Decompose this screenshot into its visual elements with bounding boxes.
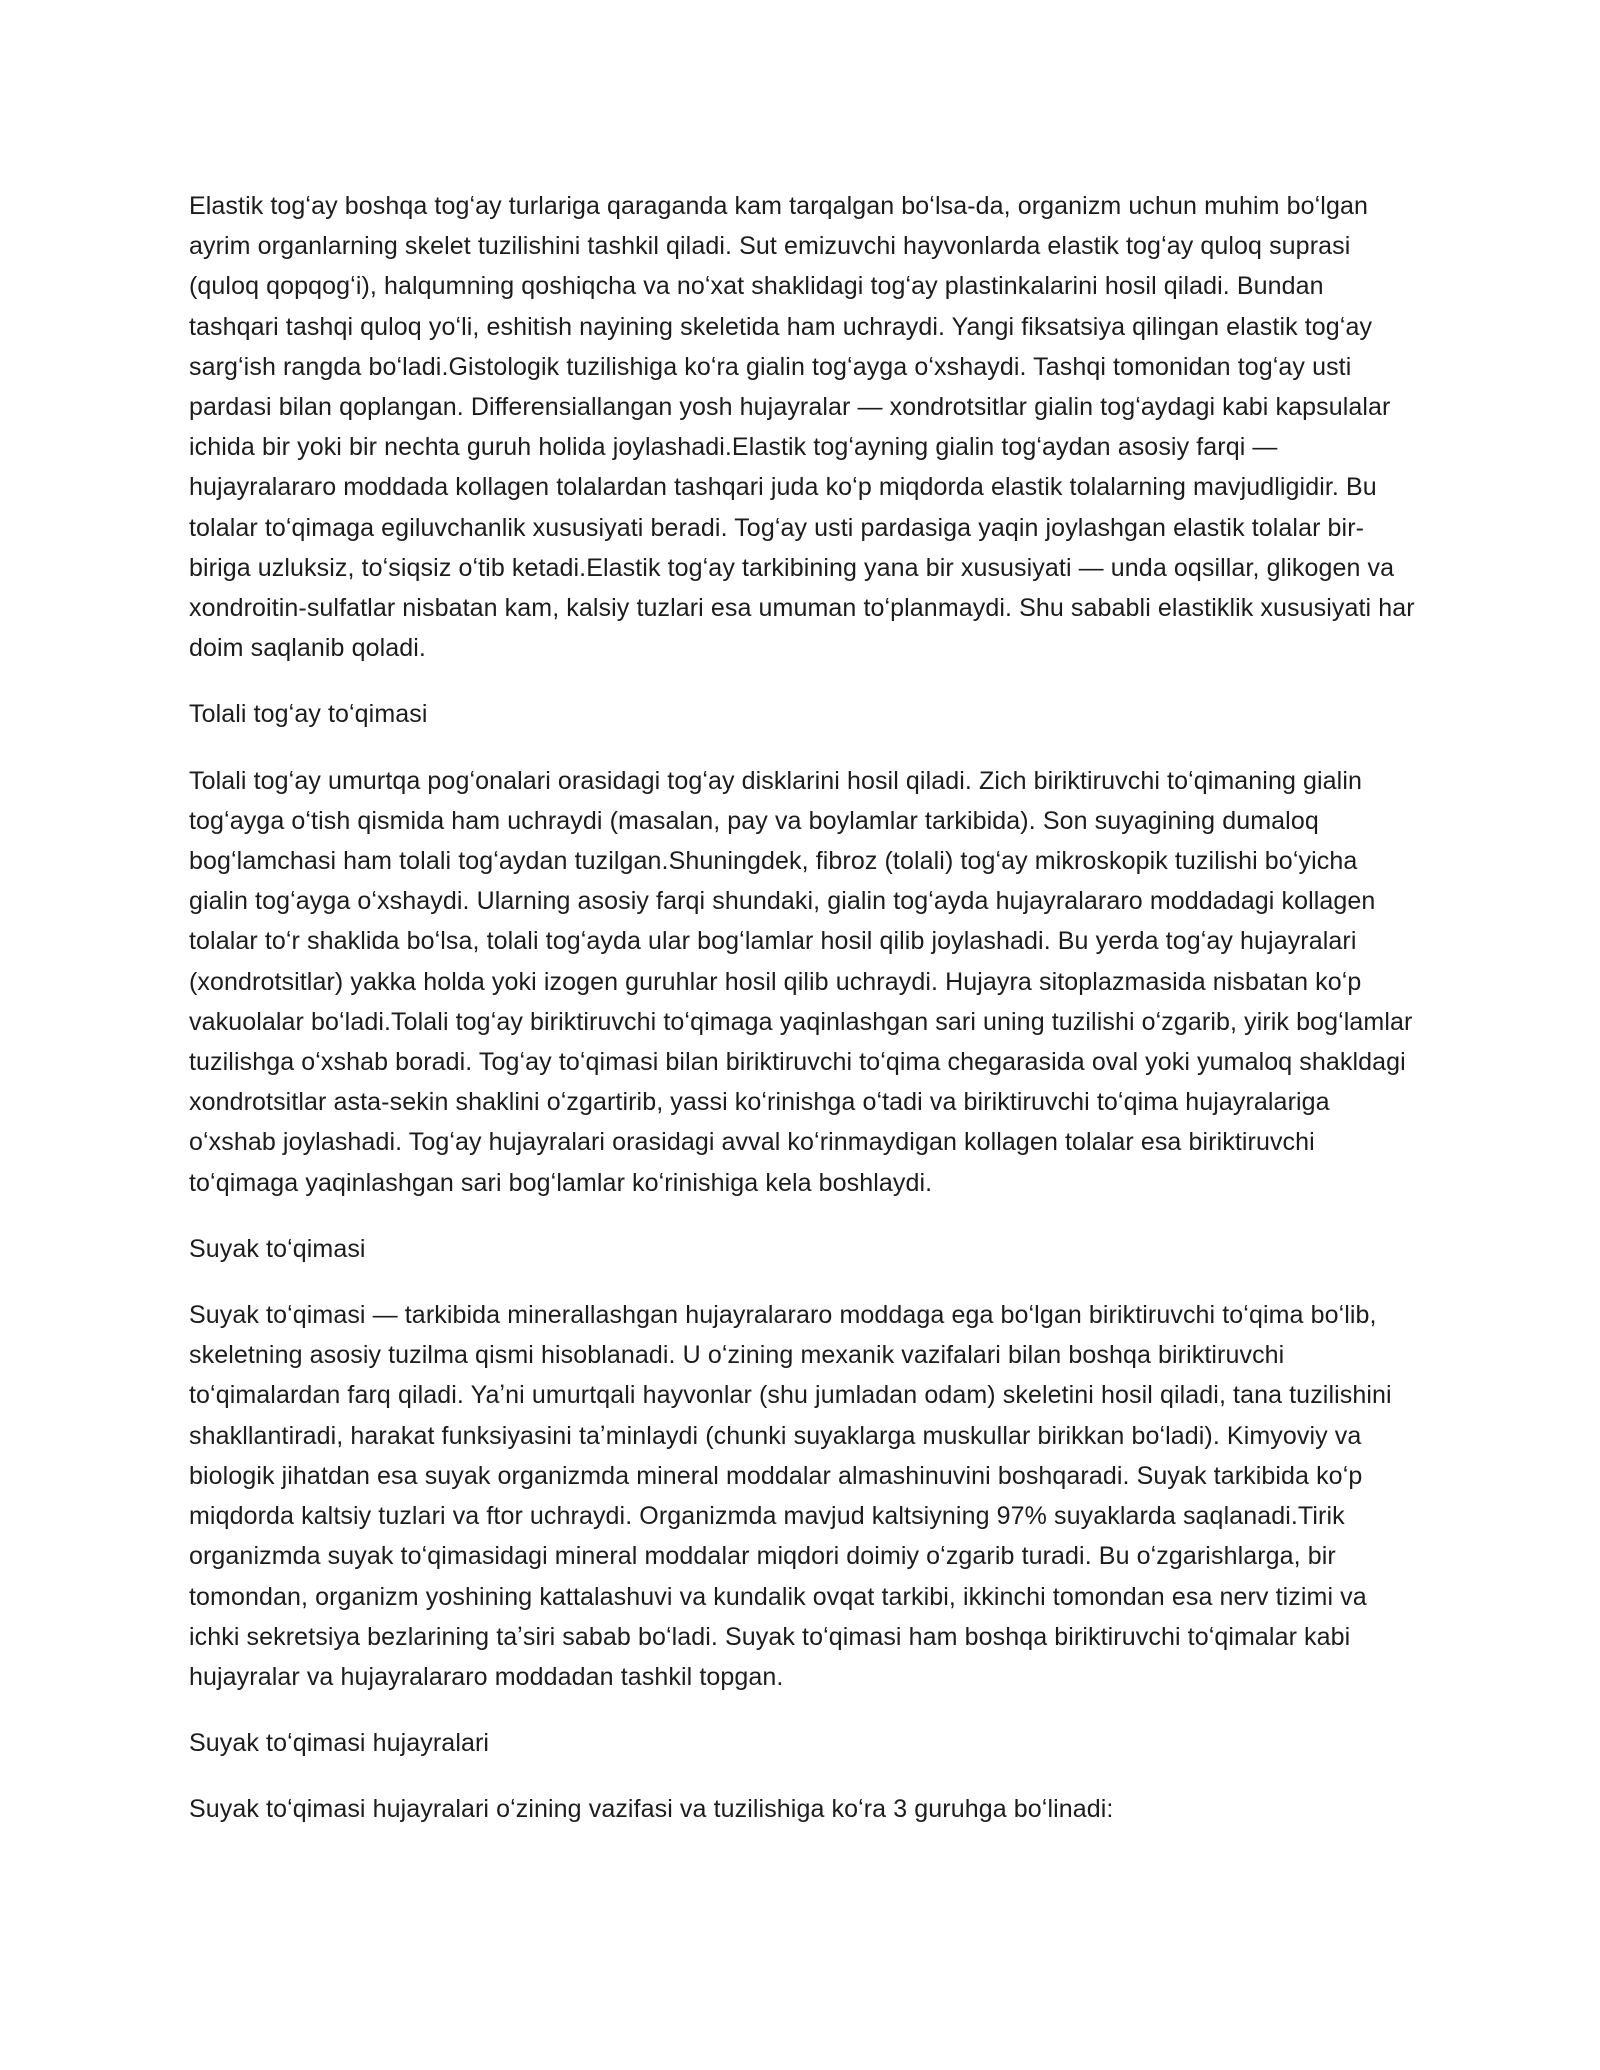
heading-bone-tissue: Suyak toʻqimasi <box>189 1234 366 1263</box>
paragraph-bone-tissue: Suyak toʻqimasi — tarkibida minerallashgan hujayralararo moddaga ega boʻlgan biriktiruvchi toʻqima boʻlib, skeletning asosiy tuzilma qismi hisoblanadi. U oʻzining mexanik vazifalari bilan boshqa biriktiruvchi toʻqimalardan farq qiladi. Yaʼni umurtqali hayvonlar (shu jumladan odam) skeletini hosil qiladi, tana tuzilishini shakllantiradi, harakat funksiyasini taʼminlaydi (chunki suyaklarga muskullar birikkan boʻladi). Kimyoviy va biologik jihatdan esa suyak organizmda mineral moddalar almashinuvini boshqaradi. Suyak tarkibida koʻp miqdorda kaltsiy tuzlari va ftor uchraydi. Organizmda mavjud kaltsiyning 97% suyaklarda saqlanadi.Tirik organizmda suyak toʻqimasidagi mineral moddalar miqdori doimiy oʻzgarib turadi. Bu oʻzgarishlarga, bir tomondan, organizm yoshining kattalashuvi va kundalik ovqat tarkibi, ikkinchi tomondan esa nerv tizimi va ichki sekretsiya bezlarining taʼsiri sabab boʻladi. Suyak toʻqimasi ham boshqa biriktiruvchi toʻqimalar kabi hujayralar va hujayralararo moddadan tashkil topgan. <box>189 1301 1392 1691</box>
paragraph-fibrous-cartilage: Tolali togʻay umurtqa pogʻonalari orasidagi togʻay disklarini hosil qiladi. Zich biriktiruvchi toʻqimaning gialin togʻayga oʻtish qismida ham uchraydi (masalan, pay va boylamlar tarkibida). Son suyagining dumaloq bogʻlamchasi ham tolali togʻaydan tuzilgan.Shuningdek, fibroz (tolali) togʻay mikroskopik tuzilishi boʻyicha gialin togʻayga oʻxshaydi. Ularning asosiy farqi shundaki, gialin togʻayda hujayralararo moddadagi kollagen tolalar toʻr shaklida boʻlsa, tolali togʻayda ular bogʻlamlar hosil qilib joylashadi. Bu yerda togʻay hujayralari (xondrotsitlar) yakka holda yoki izogen guruhlar hosil qilib uchraydi. Hujayra sitoplazmasida nisbatan koʻp vakuolalar boʻladi.Tolali togʻay biriktiruvchi toʻqimaga yaqinlashgan sari uning tuzilishi oʻzgarib, yirik bogʻlamlar tuzilishga oʻxshab boradi. Togʻay toʻqimasi bilan biriktiruvchi toʻqima chegarasida oval yoki yumaloq shakldagi xondrotsitlar asta-sekin shaklini oʻzgartirib, yassi koʻrinishga oʻtadi va biriktiruvchi toʻqima hujayralariga oʻxshab joylashadi. Togʻay hujayralari orasidagi avval koʻrinmaydigan kollagen tolalar esa biriktiruvchi toʻqimaga yaqinlashgan sari bogʻlamlar koʻrinishiga kela boshlaydi. <box>189 766 1413 1197</box>
document-body <box>189 186 1419 1856</box>
heading-fibrous-cartilage: Tolali togʻay toʻqimasi <box>189 700 428 729</box>
heading-bone-cells: Suyak toʻqimasi hujayralari <box>189 1729 490 1758</box>
paragraph-elastic-cartilage: Elastik togʻay boshqa togʻay turlariga qaraganda kam tarqalgan boʻlsa-da, organizm uchun muhim boʻlgan ayrim organlarning skelet tuzilishini tashkil qiladi. Sut emizuvchi hayvonlarda elastik togʻay quloq suprasi (quloq qopqogʻi), halqumning qoshiqcha va noʻxat shaklidagi togʻay plastinkalarini hosil qiladi. Bundan tashqari tashqi quloq yoʻli, eshitish nayining skeletida ham uchraydi. Yangi fiksatsiya qilingan elastik togʻay sargʻish rangda boʻladi.Gistologik tuzilishiga koʻra gialin togʻayga oʻxshaydi. Tashqi tomonidan togʻay usti pardasi bilan qoplangan. Differensiallangan yosh hujayralar — xondrotsitlar gialin togʻaydagi kabi kapsulalar ichida bir yoki bir nechta guruh holida joylashadi.Elastik togʻayning gialin togʻaydan asosiy farqi — hujayralararo moddada kollagen tolalardan tashqari juda koʻp miqdorda elastik tolalarning mavjudligidir. Bu tolalar toʻqimaga egiluvchanlik xususiyati beradi. Togʻay usti pardasiga yaqin joylashgan elastik tolalar bir-biriga uzluksiz, toʻsiqsiz oʻtib ketadi.Elastik togʻay tarkibining yana bir xususiyati — unda oqsillar, glikogen va xondroitin-sulfatlar nisbatan kam, kalsiy tuzlari esa umuman toʻplanmaydi. Shu sababli elastiklik xususiyati har doim saqlanib qoladi. <box>189 192 1415 663</box>
paragraph-bone-cells: Suyak toʻqimasi hujayralari oʻzining vazifasi va tuzilishiga koʻra 3 guruhga boʻlinadi: <box>189 1795 1114 1824</box>
